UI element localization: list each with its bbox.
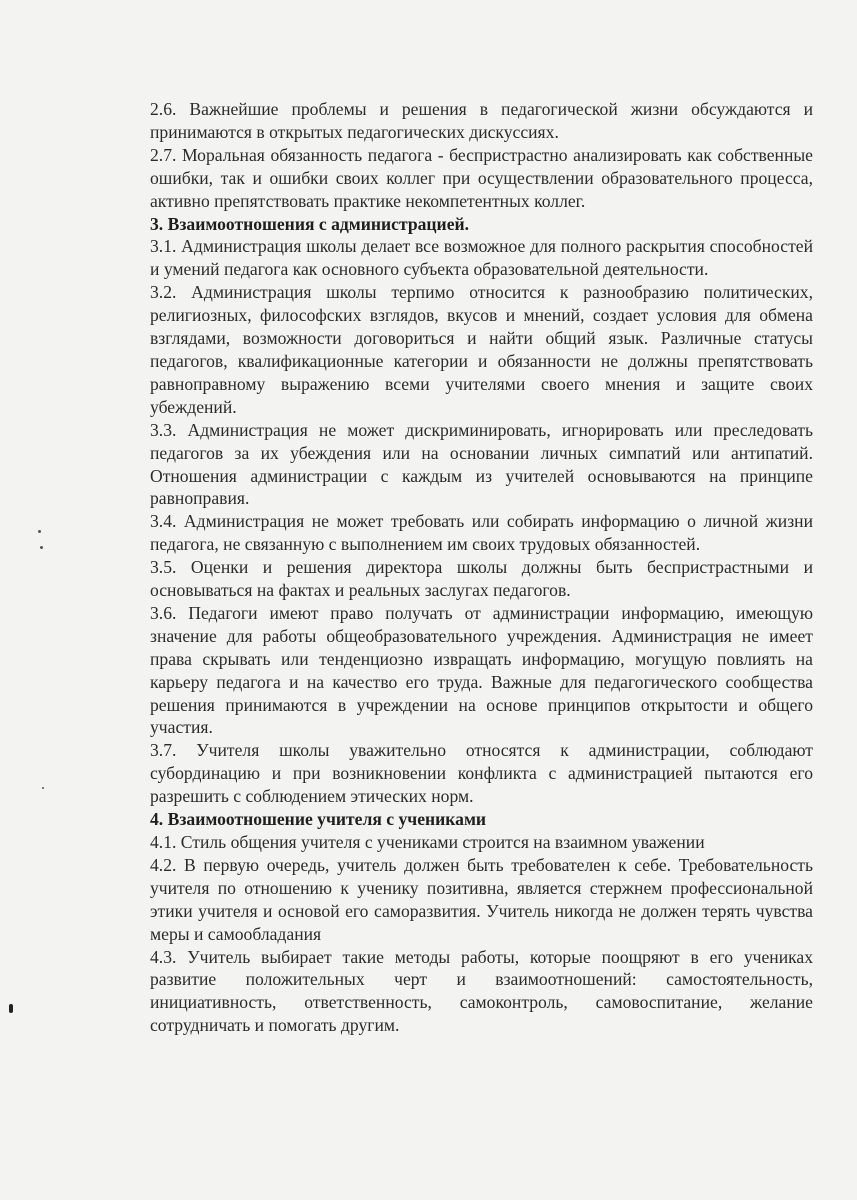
document-body — [150, 98, 813, 1037]
paragraph-2-7: 2.7. Моральная обязанность педагога - беспристрастно анализировать как собственные ошибки, так и ошибки своих коллег при осуществлении образовательного процесса, активно препятствовать практике некомпетентных коллег. — [150, 144, 813, 211]
paragraph-3-7: 3.7. Учителя школы уважительно относятся к администрации, соблюдают субординацию и при возникновении конфликта с администрацией пытаются его разрешить с соблюдением этических норм. — [150, 740, 813, 807]
paragraph-3-4: 3.4. Администрация не может требовать или собирать информацию о личной жизни педагога, не связанную с выполнением им своих трудовых обязанностей. — [150, 511, 813, 555]
paragraph-4-2: 4.2. В первую очередь, учитель должен быть требователен к себе. Требовательность учителя по отношению к ученику позитивна, является стержнем профессиональной этики учителя и основой его саморазвития. Учитель никогда не должен терять чувства меры и самообладания — [150, 854, 813, 944]
scan-speck — [40, 546, 43, 549]
paragraph-3-5: 3.5. Оценки и решения директора школы должны быть беспристрастными и основываться на фактах и реальных заслугах педагогов. — [150, 557, 813, 601]
paragraph-3-1: 3.1. Администрация школы делает все возможное для полного раскрытия способностей и умений педагога как основного субъекта образовательной деятельности. — [150, 236, 813, 280]
paragraph-4-3: 4.3. Учитель выбирает такие методы работы, которые поощряют в его учениках развитие положительных черт и взаимоотношений: самостоятельность, инициативность, ответственность, самоконтроль, самовоспитание, желание сотрудничать и помогать другим. — [150, 946, 813, 1036]
section-3-heading: 3. Взаимоотношения с администрацией. — [150, 213, 470, 234]
paragraph-4-1: 4.1. Стиль общения учителя с учениками строится на взаимном уважении — [150, 832, 705, 852]
paragraph-3-2: 3.2. Администрация школы терпимо относится к разнообразию политических, религиозных, философских взглядов, вкусов и мнений, создает условия для обмена взглядами, возможности договориться и найти общий язык. Различные статусы педагогов, квалификационные категории и обязанности не должны препятствовать равноправному выражению всеми учителями своего мнения и защите своих убеждений. — [150, 282, 813, 417]
paragraph-3-3: 3.3. Администрация не может дискриминировать, игнорировать или преследовать педагогов за их убеждения или на основании личных симпатий или антипатий. Отношения администрации с каждым из учителей основываются на принципе равноправия. — [150, 419, 813, 509]
paragraph-3-6: 3.6. Педагоги имеют право получать от администрации информацию, имеющую значение для работы общеобразовательного учреждения. Администрация не имеет права скрывать или тенденциозно извращать информацию, могущую повлиять на карьеру педагога и на качество его труда. Важные для педагогического сообщества решения принимаются в учреждении на основе принципов открытости и общего участия. — [150, 602, 813, 738]
scan-speck — [9, 1004, 13, 1013]
paragraph-2-6: 2.6. Важнейшие проблемы и решения в педагогической жизни обсуждаются и принимаются в открытых педагогических дискуссиях. — [150, 99, 813, 142]
scan-speck — [42, 787, 44, 789]
section-4-heading: 4. Взаимоотношение учителя с учениками — [150, 809, 487, 830]
scan-speck — [38, 530, 41, 533]
